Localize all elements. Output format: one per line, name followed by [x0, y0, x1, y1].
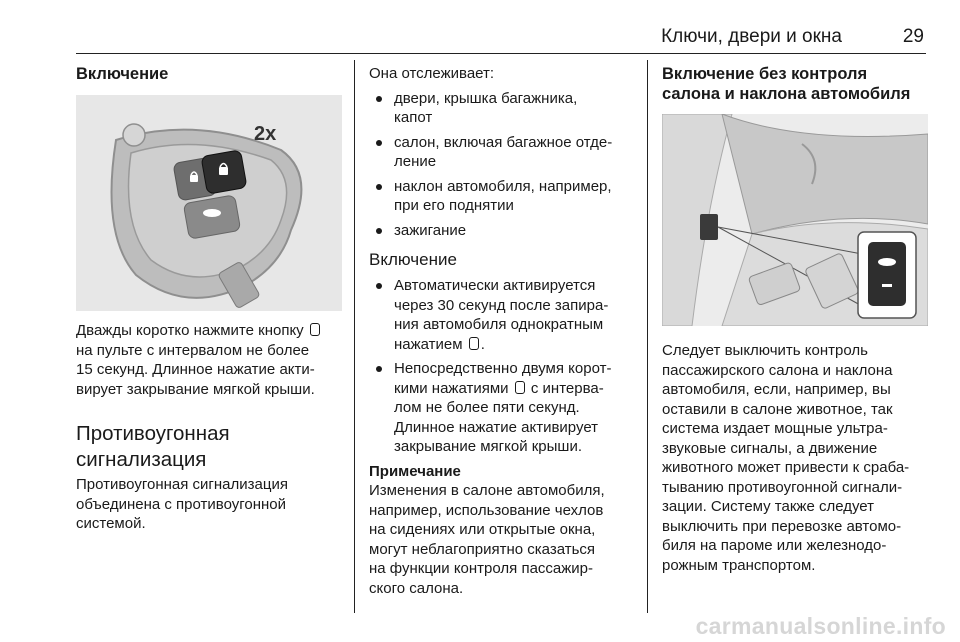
list-item-text: при его поднятии — [394, 197, 514, 214]
lock-key-icon — [469, 337, 479, 350]
list-item — [369, 89, 635, 128]
list-item-text: Автоматически активируется — [394, 277, 596, 294]
column-1 — [76, 64, 342, 534]
anti-theft-line-1: Противоугонная сигнализация — [76, 476, 288, 493]
activation-heading: Включение — [369, 250, 457, 269]
list-item-text: Непосредственно двумя корот- — [394, 360, 612, 377]
column-2 — [369, 64, 635, 598]
anti-theft-heading-line-1: Противоугонная — [76, 422, 230, 445]
page-number: 29 — [902, 26, 924, 47]
text-line: зации. Систему также следует — [662, 498, 875, 515]
text-line: рожным транспортом. — [662, 556, 816, 574]
text-line: система издает мощные ультра- — [662, 420, 888, 437]
monitored-list — [369, 89, 635, 241]
text-line: животного может привести к сраба- — [662, 459, 910, 476]
lock-key-icon — [310, 323, 320, 336]
instr-line-2: на пульте с интервалом не более — [76, 341, 310, 359]
header-rule — [76, 53, 926, 54]
list-item-text: салон, включая багажное отде- — [394, 133, 613, 151]
key-fob-illustration — [76, 95, 342, 311]
disable-monitoring-text — [662, 341, 928, 575]
note-text — [369, 481, 635, 598]
text-line: оставили в салоне животное, так — [662, 400, 893, 418]
lock-key-icon — [515, 381, 525, 394]
list-item — [369, 177, 635, 216]
activation-list — [369, 276, 635, 457]
section-heading-activation: Включение — [76, 65, 169, 83]
list-item — [369, 221, 635, 241]
text-line: звуковые сигналы, а движение — [662, 439, 878, 457]
list-item-text: закрывание мягкой крыши. — [394, 438, 583, 455]
press-twice-label: 2x — [254, 123, 277, 145]
text-line: пассажирского салона и наклона — [662, 361, 893, 379]
column-divider-right — [647, 60, 648, 613]
disable-monitoring-heading — [662, 64, 928, 104]
note-line: например, использование чехлов — [369, 501, 604, 519]
page-header-title: Ключи, двери и окна — [661, 26, 842, 47]
list-item-text: кими нажатиями — [394, 379, 509, 397]
anti-theft-heading — [76, 421, 342, 473]
list-item-text: наклон автомобиля, например, — [394, 177, 612, 195]
list-item-text: с интерва- — [530, 379, 604, 397]
interior-button-illustration — [662, 114, 928, 326]
list-item — [369, 276, 635, 354]
anti-theft-text — [76, 475, 342, 534]
heading-line-2: салона и наклона автомобиля — [662, 85, 911, 103]
note-line: могут неблагоприятно сказаться — [369, 540, 596, 558]
list-item — [369, 133, 635, 172]
text-line: автомобиля, если, например, вы — [662, 381, 891, 398]
list-item-text: зажигание — [394, 221, 467, 239]
instr-line-3: 15 секунд. Длинное нажатие акти- — [76, 361, 315, 378]
list-item-text: через 30 секунд после запира- — [394, 296, 609, 314]
list-item-text: лом не более пяти секунд. — [394, 399, 580, 416]
list-item-text: ление — [394, 153, 437, 170]
list-item-text: Длинное нажатие активирует — [394, 418, 599, 436]
note-line: на функции контроля пассажир- — [369, 560, 594, 577]
list-item-text: нажатием — [394, 335, 463, 353]
list-item-text: двери, крышка багажника, — [394, 89, 578, 107]
watermark: carmanualsonline.info — [695, 613, 946, 639]
list-item-text: . — [480, 335, 485, 353]
text-line: Следует выключить контроль — [662, 342, 868, 359]
note-line: Изменения в салоне автомобиля, — [369, 482, 605, 499]
column-3 — [662, 64, 928, 575]
text-line: тыванию противоугонной сигнали- — [662, 478, 903, 496]
list-item — [369, 359, 635, 457]
monitors-intro: Она отслеживает: — [369, 65, 495, 82]
note-line: ского салона. — [369, 579, 464, 597]
column-divider-left — [354, 60, 355, 613]
text-line: биля на пароме или железнодо- — [662, 537, 887, 554]
text-line: выключить при перевозке автомо- — [662, 517, 902, 535]
heading-line-1: Включение без контроля — [662, 65, 868, 83]
anti-theft-line-2: объединена с противоугонной — [76, 495, 287, 513]
activation-instructions — [76, 321, 342, 399]
note-title: Примечание — [369, 462, 461, 480]
instr-line-4: вирует закрывание мягкой крыши. — [76, 380, 315, 398]
anti-theft-line-3: системой. — [76, 515, 146, 532]
list-item-text: капот — [394, 109, 433, 126]
instr-line-1: Дважды коротко нажмите кнопку — [76, 322, 304, 339]
list-item-text: ния автомобиля однократным — [394, 316, 604, 333]
note-line: на сидениях или открытые окна, — [369, 521, 596, 538]
anti-theft-heading-line-2: сигнализация — [76, 448, 207, 471]
